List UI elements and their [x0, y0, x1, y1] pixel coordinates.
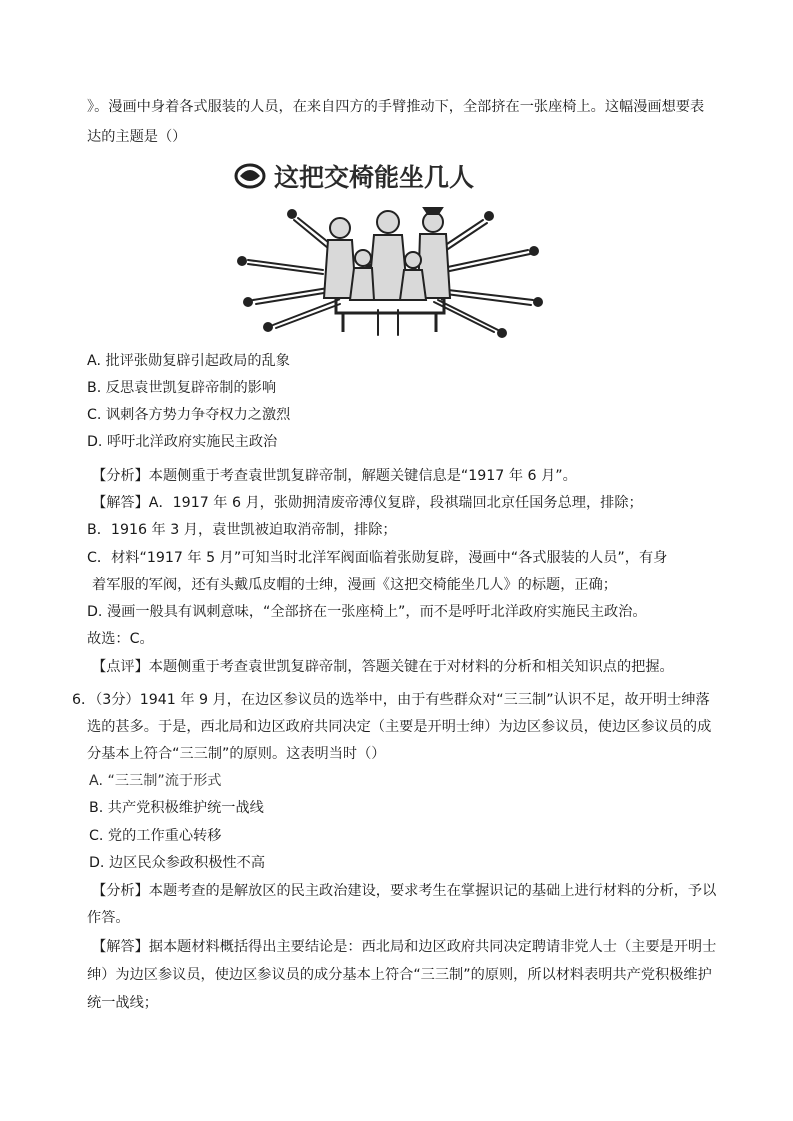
q5-option-a: A. 批评张勋复辟引起政局的乱象 — [87, 353, 290, 369]
q5-final-choice: 故选：C。 — [87, 631, 154, 647]
q6-analysis-line-1: 【分析】本题考查的是解放区的民主政治建设，要求考生在掌握识记的基础上进行材料的分析，予以 — [92, 883, 717, 899]
q6-option-d: D. 边区民众参政积极性不高 — [89, 855, 266, 871]
q5-option-c: C. 讽刺各方势力争夺权力之激烈 — [87, 407, 291, 423]
q5-stem-line-1: 》。漫画中身着各式服装的人员，在来自四方的手臂推动下，全部挤在一张座椅上。这幅漫画想要表 — [87, 99, 705, 115]
q5-answer-line-5: D. 漫画一般具有讽刺意味，“全部挤在一张座椅上”，而不是呼吁北洋政府实施民主政治。 — [87, 604, 647, 620]
q6-answer-line-2: 绅）为边区参议员，使边区参议员的成分基本上符合“三三制”的原则，所以材料表明共产党积极维护 — [87, 967, 712, 983]
q6-option-b: B. 共产党积极维护统一战线 — [89, 800, 264, 816]
q6-stem-line-1: 6．（3分）1941 年 9 月，在边区参议员的选举中，由于有些群众对“三三制”认识不足，故开明士绅落 — [72, 692, 710, 708]
q5-answer-line-2: B．1916 年 3 月，袁世凯被迫取消帝制，排除； — [87, 522, 397, 538]
q5-option-d: D. 呼吁北洋政府实施民主政治 — [87, 434, 278, 450]
cartoon-image — [228, 150, 546, 340]
q5-answer-line-4: 着军服的军阀，还有头戴瓜皮帽的士绅，漫画《这把交椅能坐几人》的标题，正确； — [92, 577, 617, 593]
q5-option-b: B. 反思袁世凯复辟帝制的影响 — [87, 380, 277, 396]
cartoon-caption: 这把交椅能坐几人 — [274, 163, 475, 192]
q5-analysis: 【分析】本题侧重于考查袁世凯复辟帝制，解题关键信息是“1917 年 6 月”。 — [92, 468, 577, 484]
q6-answer-line-3: 统一战线； — [87, 995, 158, 1011]
cartoon-seal — [236, 165, 264, 187]
q6-option-a: A. “三三制”流于形式 — [89, 773, 222, 789]
cartoon-figures — [324, 208, 450, 300]
q6-analysis-line-2: 作答。 — [87, 910, 130, 926]
q6-stem-line-3: 分基本上符合“三三制”的原则。这表明当时（） — [87, 746, 386, 762]
q6-option-c: C. 党的工作重心转移 — [89, 828, 222, 844]
q6-stem-line-2: 选的甚多。于是，西北局和边区政府共同决定（主要是开明士绅）为边区参议员，使边区参议员的成 — [87, 719, 712, 735]
q5-comment: 【点评】本题侧重于考查袁世凯复辟帝制，答题关键在于对材料的分析和相关知识点的把握。 — [92, 659, 674, 675]
q5-stem-line-2: 达的主题是（） — [87, 129, 187, 145]
q5-answer-line-3: C．材料“1917 年 5 月”可知当时北洋军阀面临着张勋复辟，漫画中“各式服装的人员”，有身 — [87, 550, 668, 566]
q6-answer-line-1: 【解答】据本题材料概括得出主要结论是：西北局和边区政府共同决定聘请非党人士（主要是开明士 — [92, 939, 717, 955]
q5-answer-line-1: 【解答】A．1917 年 6 月，张勋拥清废帝溥仪复辟，段祺瑞回北京任国务总理，排除； — [92, 495, 643, 511]
